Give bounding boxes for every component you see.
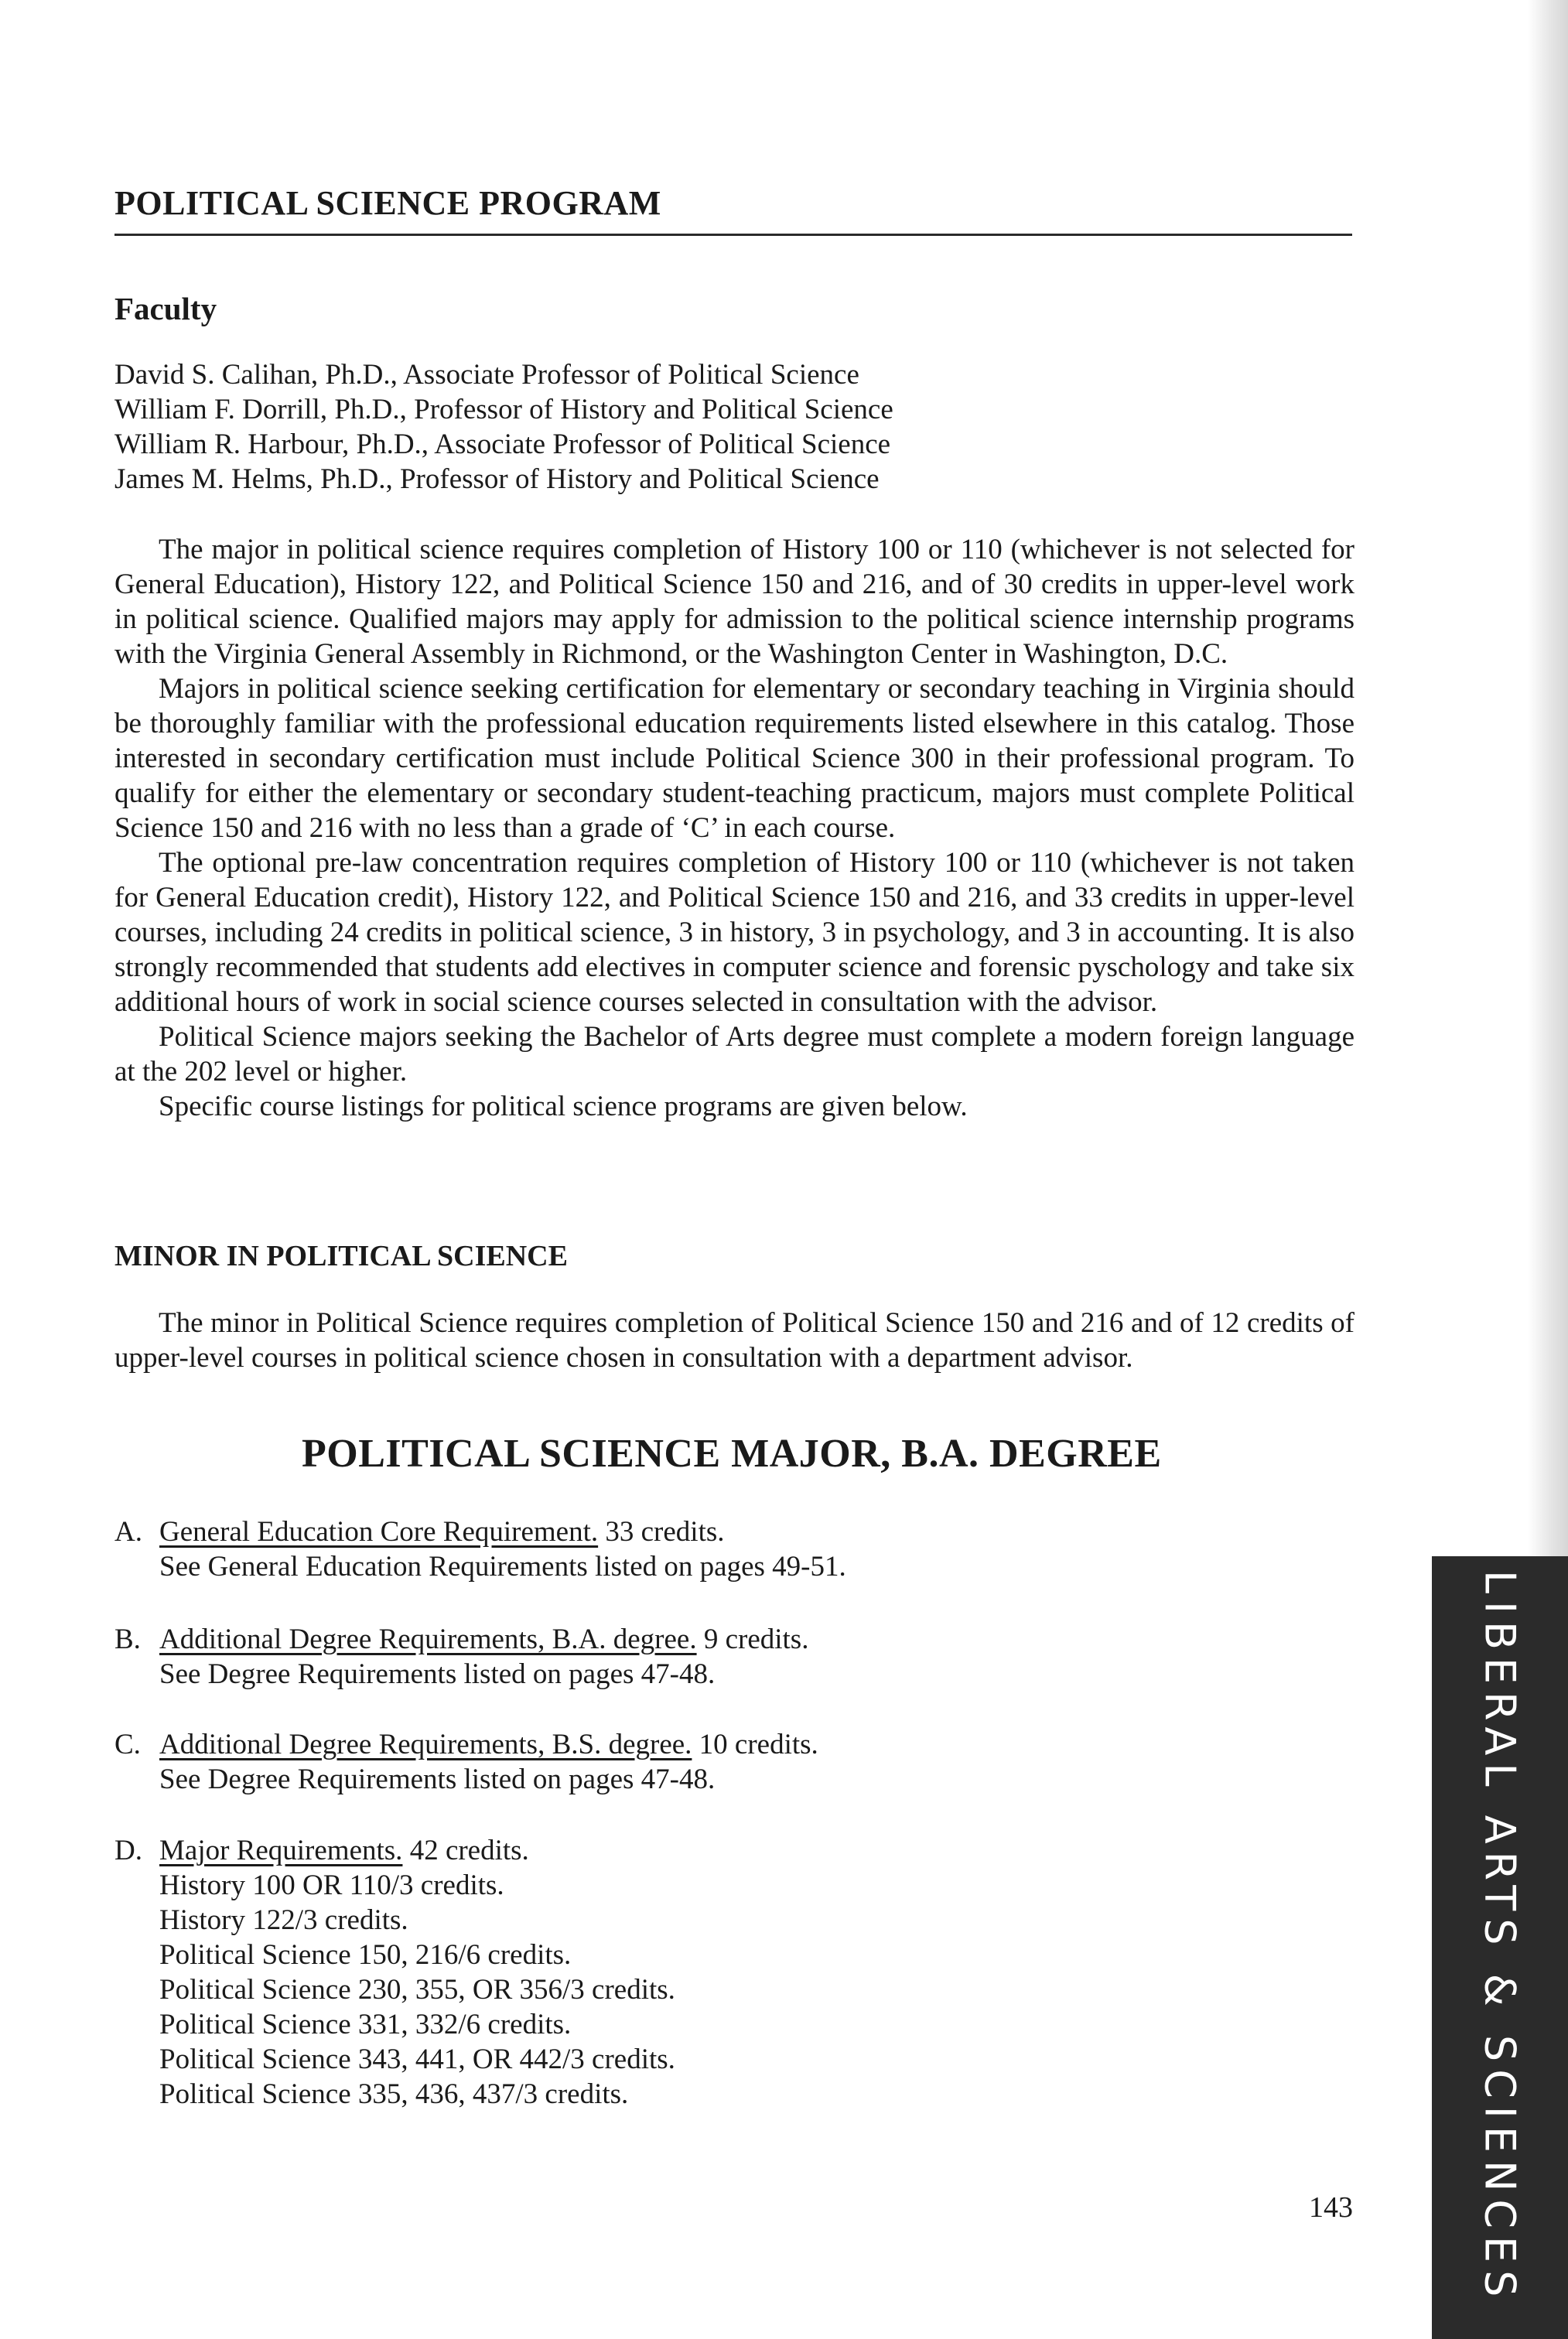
page-number: 143 xyxy=(1309,2191,1353,2224)
requirement-credits: 10 credits. xyxy=(699,1729,818,1760)
requirement-line: See Degree Requirements listed on pages 47-48. xyxy=(159,1764,716,1795)
minor-heading: MINOR IN POLITICAL SCIENCE xyxy=(114,1240,568,1272)
minor-paragraph: The minor in Political Science requires completion of Political Science 150 and 216 and of 12 credits of upper-level courses in political science chosen in consultation with a department advisor. xyxy=(114,1307,1354,1374)
requirement-credits: 9 credits. xyxy=(703,1624,809,1655)
requirement-title: Additional Degree Requirements, B.S. degree. xyxy=(159,1729,692,1760)
section-side-tab-label: LIBERAL ARTS & SCIENCES xyxy=(1475,1570,1525,2305)
degree-title: POLITICAL SCIENCE MAJOR, B.A. DEGREE xyxy=(302,1432,1162,1476)
title-rule xyxy=(114,234,1352,236)
paragraph-major: The major in political science requires completion of History 100 or 110 (whichever is not selected for General Education), History 122, and Political Science 150 and 216, and of 30 credits in upper-level work in political science. Qualified majors may apply for admission to the political science internship programs with the Virginia General Assembly in Richmond, or the Washington Center in Washington, D.C. xyxy=(114,534,1354,670)
section-side-tab xyxy=(1432,1556,1568,2339)
faculty-heading: Faculty xyxy=(114,291,217,326)
requirement-d xyxy=(114,1833,1275,2112)
minor-description xyxy=(114,1306,1354,1375)
faculty-list xyxy=(114,357,1352,497)
faculty-member: William R. Harbour, Ph.D., Associate Professor of Political Science xyxy=(114,429,891,460)
requirement-a xyxy=(114,1514,1275,1584)
requirement-letter: C. xyxy=(114,1729,141,1760)
faculty-member: David S. Calihan, Ph.D., Associate Professor of Political Science xyxy=(114,359,859,391)
requirement-title: Additional Degree Requirements, B.A. degree. xyxy=(159,1624,697,1655)
paragraph-pre-law: The optional pre-law concentration requires completion of History 100 or 110 (whichever is not taken for General Education credit), History 122, and Political Science 150 and 216, and 33 credits in upper-level courses, including 24 credits in political science, 3 in history, 3 in psychology, and 3 in accounting. It is also strongly recommended that students add electives in computer science and forensic pyschology and take six additional hours of work in social science courses selected in consultation with the advisor. xyxy=(114,847,1354,1018)
course-line: Political Science 230, 355, OR 356/3 credits. xyxy=(159,1974,675,2006)
course-line: History 100 OR 110/3 credits. xyxy=(159,1869,504,1901)
requirement-line: See General Education Requirements listed on pages 49-51. xyxy=(159,1551,846,1583)
program-title: POLITICAL SCIENCE PROGRAM xyxy=(114,184,661,222)
requirement-letter: D. xyxy=(114,1835,142,1866)
requirement-c xyxy=(114,1727,1275,1797)
faculty-member: William F. Dorrill, Ph.D., Professor of History and Political Science xyxy=(114,394,893,425)
faculty-member: James M. Helms, Ph.D., Professor of History and Political Science xyxy=(114,463,880,495)
paragraph-course-listings: Specific course listings for political science programs are given below. xyxy=(159,1091,968,1122)
requirement-credits: 33 credits. xyxy=(605,1516,725,1548)
requirement-line: See Degree Requirements listed on pages 47-48. xyxy=(159,1658,716,1690)
requirement-letter: A. xyxy=(114,1516,142,1548)
paragraph-certification: Majors in political science seeking certification for elementary or secondary teaching in Virginia should be thoroughly familiar with the professional education requirements listed elsewhere in this catalog. Those interested in secondary certification must include Political Science 300 in their professional program. To qualify for either the elementary or secondary student-teaching practicum, majors must complete Political Science 150 and 216 with no less than a grade of ‘C’ in each course. xyxy=(114,673,1354,844)
requirement-title: General Education Core Requirement. xyxy=(159,1516,599,1548)
course-line: History 122/3 credits. xyxy=(159,1904,408,1936)
requirement-letter: B. xyxy=(114,1624,141,1655)
paragraph-ba-language: Political Science majors seeking the Bachelor of Arts degree must complete a modern foreign language at the 202 level or higher. xyxy=(114,1021,1354,1088)
requirement-title: Major Requirements. xyxy=(159,1835,403,1866)
requirement-b xyxy=(114,1622,1275,1692)
requirement-credits: 42 credits. xyxy=(409,1835,529,1866)
program-description xyxy=(114,532,1354,1124)
course-line: Political Science 335, 436, 437/3 credits. xyxy=(159,2078,629,2110)
course-line: Political Science 331, 332/6 credits. xyxy=(159,2009,572,2040)
course-line: Political Science 150, 216/6 credits. xyxy=(159,1939,572,1971)
course-line: Political Science 343, 441, OR 442/3 credits. xyxy=(159,2044,675,2075)
